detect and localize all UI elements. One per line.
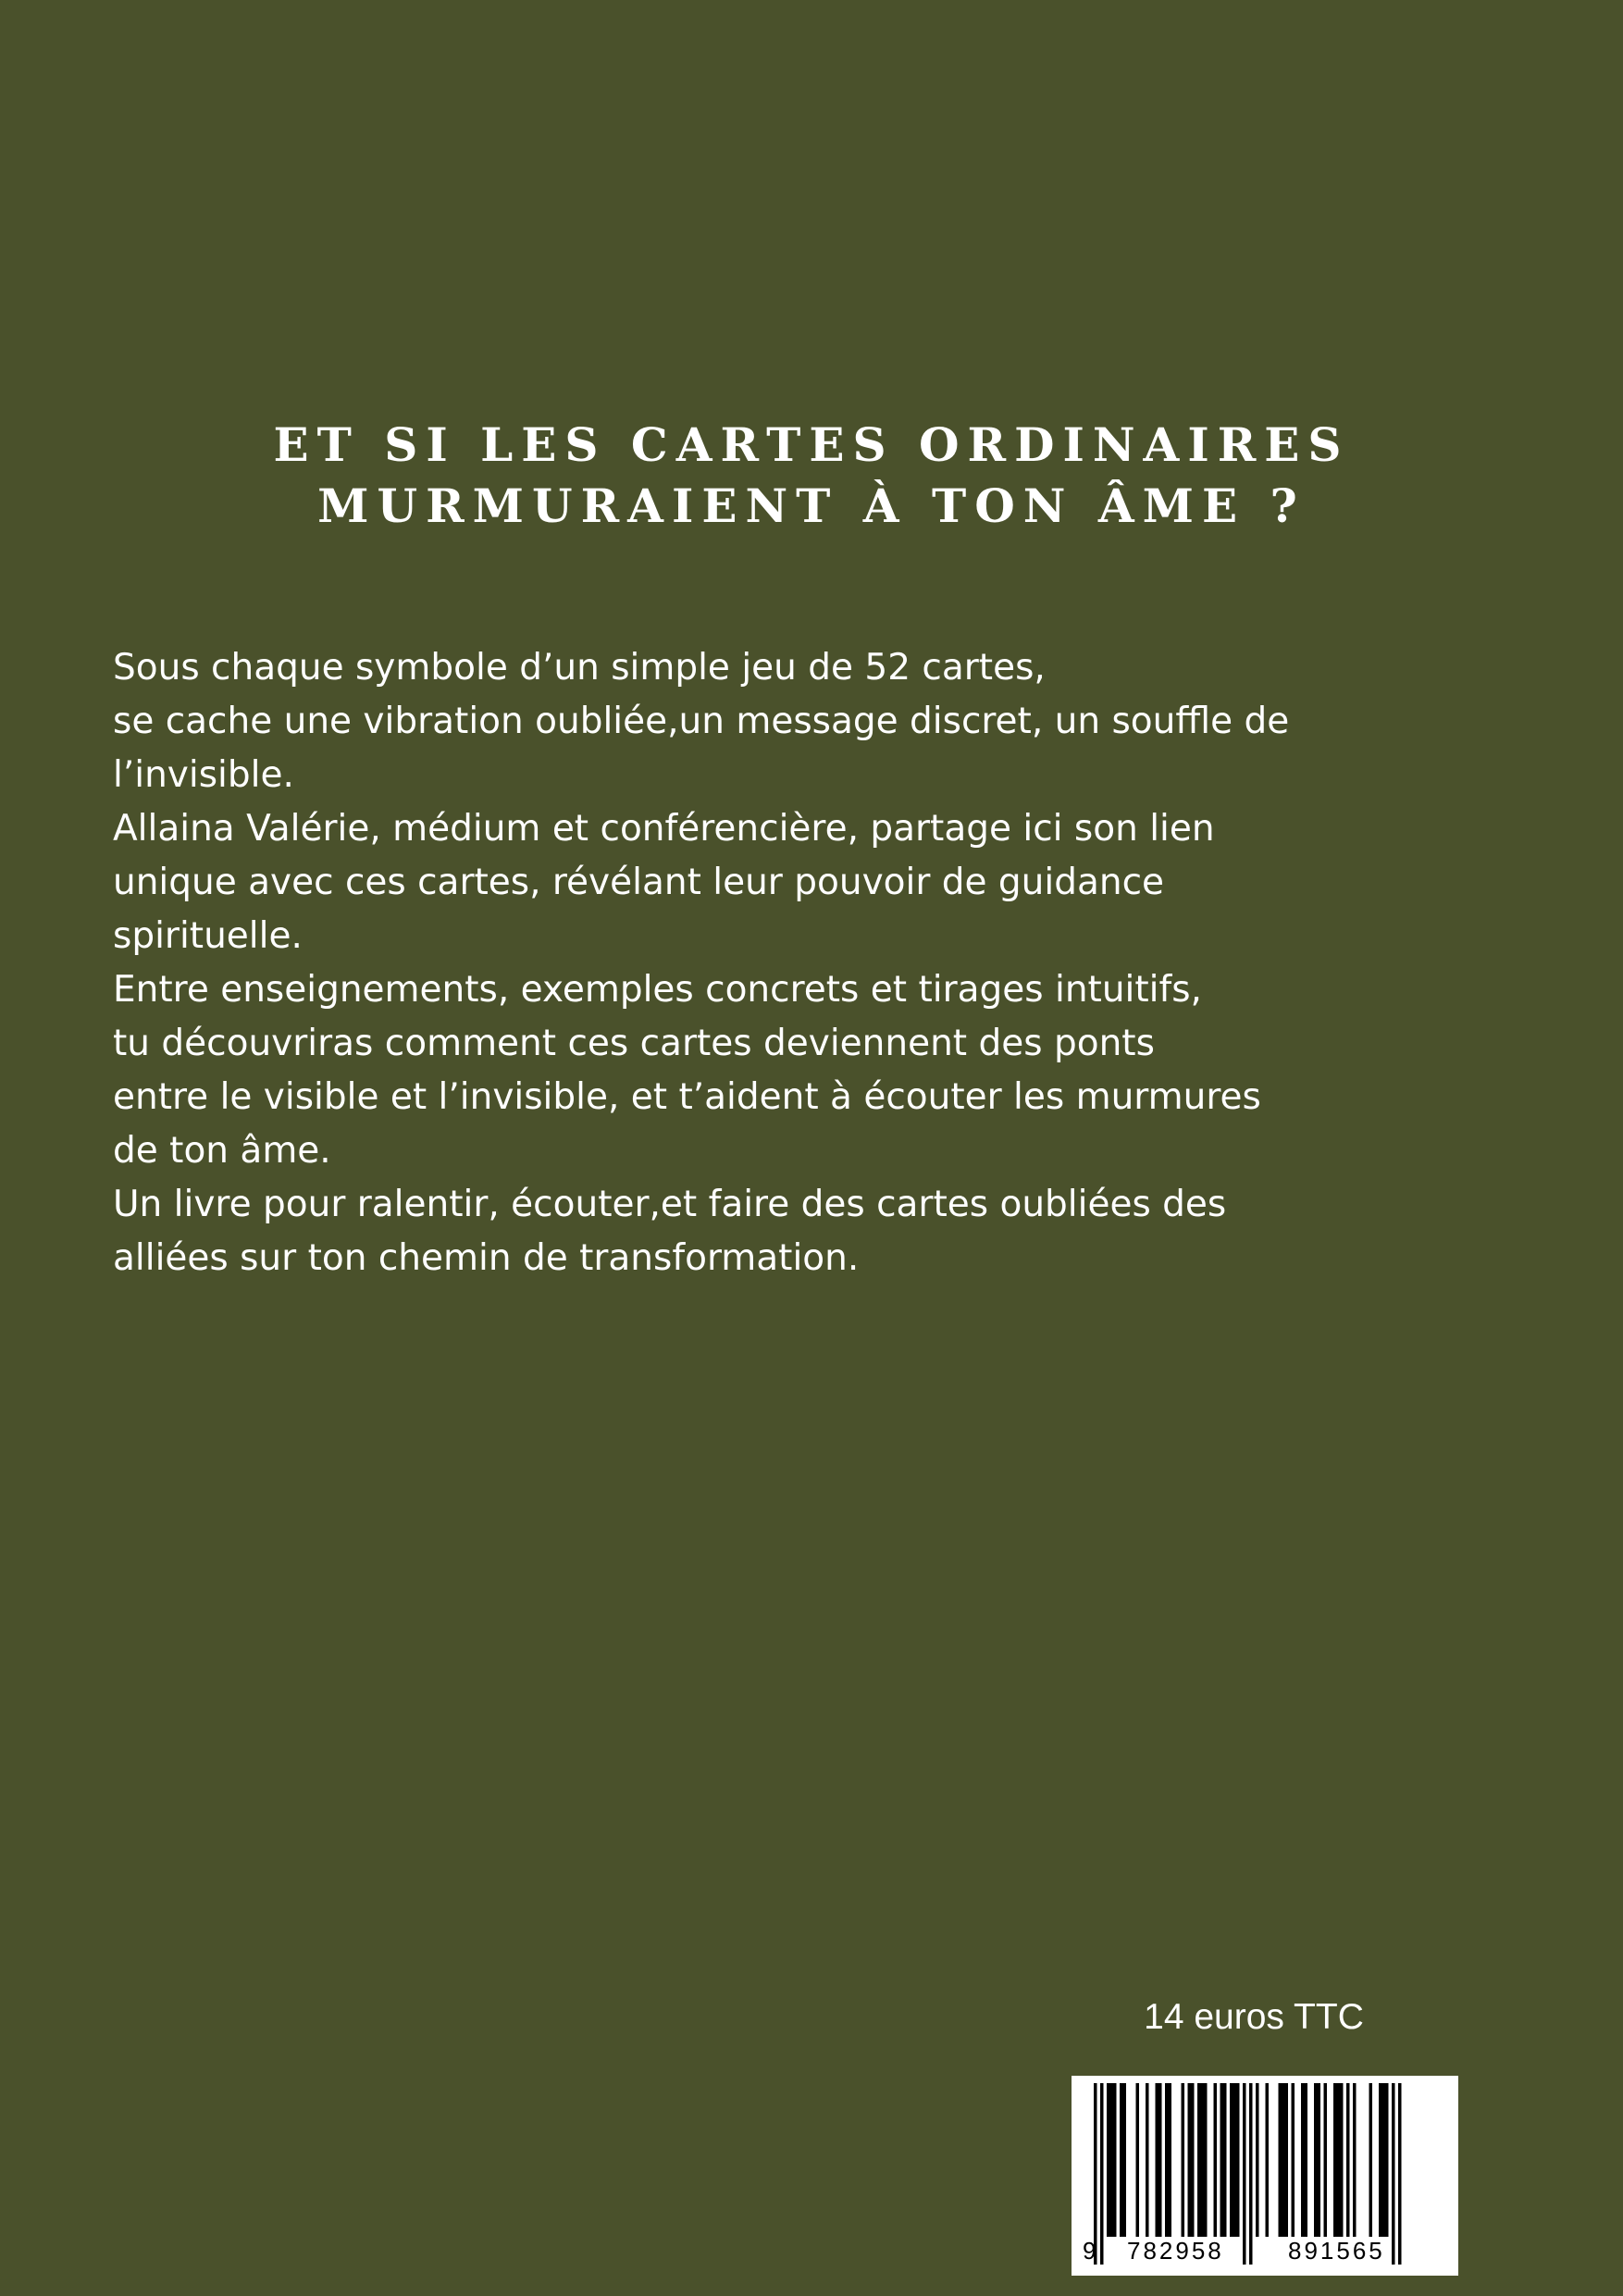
barcode-bar [1379, 2083, 1382, 2237]
blurb-line: tu découvriras comment ces cartes deviennent des ponts [113, 1023, 1155, 1064]
blurb-line: Un livre pour ralentir, écouter,et faire des cartes oubliées des [113, 1184, 1227, 1225]
barcode-bar [1230, 2083, 1233, 2237]
price-label: 14 euros TTC [1144, 1997, 1364, 2037]
barcode-bar [1279, 2083, 1282, 2237]
barcode-right-group: 891565 [1284, 2237, 1389, 2265]
barcode-bar [1324, 2083, 1328, 2237]
barcode-bar [1191, 2083, 1195, 2237]
barcode-bar [1156, 2083, 1159, 2237]
barcode-bar [1314, 2083, 1318, 2237]
blurb-line: spirituelle. [113, 915, 303, 957]
blurb-line: l’invisible. [113, 754, 294, 796]
barcode-bar [1110, 2083, 1114, 2237]
blurb-line: se cache une vibration oubliée,un message discret, un souffle de [113, 701, 1290, 742]
barcode-bar [1305, 2083, 1308, 2237]
barcode-bar [1340, 2083, 1344, 2237]
blurb-line: Sous chaque symbole d’un simple jeu de 52 cartes, [113, 647, 1046, 689]
blurb-line: alliées sur ton chemin de transformation. [113, 1237, 860, 1279]
heading [0, 415, 1623, 537]
barcode-bar [1385, 2083, 1389, 2237]
heading-line-2: MURMURAIENT À TON ÂME ? [317, 478, 1306, 533]
barcode-bar [1282, 2083, 1285, 2237]
blurb-line: Entre enseignements, exemples concrets et tirages intuitifs, [113, 969, 1202, 1011]
barcode-bar [1120, 2083, 1123, 2237]
barcode-left-group: 782958 [1123, 2237, 1228, 2265]
barcode-bar [1266, 2083, 1270, 2237]
barcode-bar [1220, 2083, 1224, 2237]
barcode-bar [1301, 2083, 1305, 2237]
barcode-bar [1223, 2083, 1227, 2237]
blurb-line: de ton âme. [113, 1130, 331, 1172]
barcode-bar [1346, 2083, 1350, 2237]
barcode-bar [1182, 2083, 1185, 2237]
barcode-bar [1201, 2083, 1205, 2237]
barcode-bar [1204, 2083, 1208, 2237]
barcode-bar [1236, 2083, 1240, 2237]
barcode-bar [1382, 2083, 1386, 2237]
barcode-bar [1214, 2083, 1218, 2237]
barcode-bar [1188, 2083, 1192, 2237]
barcode-bar [1318, 2083, 1321, 2237]
barcode-bar [1107, 2083, 1110, 2237]
barcode-first-digit: 9 [1083, 2237, 1096, 2265]
barcode-bar [1369, 2083, 1373, 2237]
barcode-bar [1337, 2083, 1341, 2237]
barcode-bar [1169, 2083, 1172, 2237]
barcode-digits [1072, 2231, 1458, 2268]
barcode-bar [1233, 2083, 1237, 2237]
barcode-bar [1165, 2083, 1169, 2237]
barcode-bar [1197, 2083, 1201, 2237]
blurb-line: entre le visible et l’invisible, et t’aident à écouter les murmures [113, 1076, 1261, 1118]
heading-line-1: ET SI LES CARTES ORDINAIRES [273, 417, 1350, 472]
barcode-bar [1136, 2083, 1140, 2237]
barcode-bar [1353, 2083, 1357, 2237]
barcode-bar [1113, 2083, 1117, 2237]
barcode-bar [1292, 2083, 1295, 2237]
blurb-line: Allaina Valérie, médium et conférencière, partage ici son lien [113, 808, 1215, 850]
barcode-bar [1333, 2083, 1337, 2237]
barcode-bar [1158, 2083, 1162, 2237]
barcode-bar [1256, 2083, 1259, 2237]
barcode-bar [1146, 2083, 1149, 2237]
barcode-bar [1123, 2083, 1127, 2237]
blurb-line: unique avec ces cartes, révélant leur pouvoir de guidance [113, 862, 1165, 903]
isbn-barcode [1072, 2076, 1458, 2276]
barcode-bar [1285, 2083, 1289, 2237]
blurb [113, 641, 1501, 1285]
